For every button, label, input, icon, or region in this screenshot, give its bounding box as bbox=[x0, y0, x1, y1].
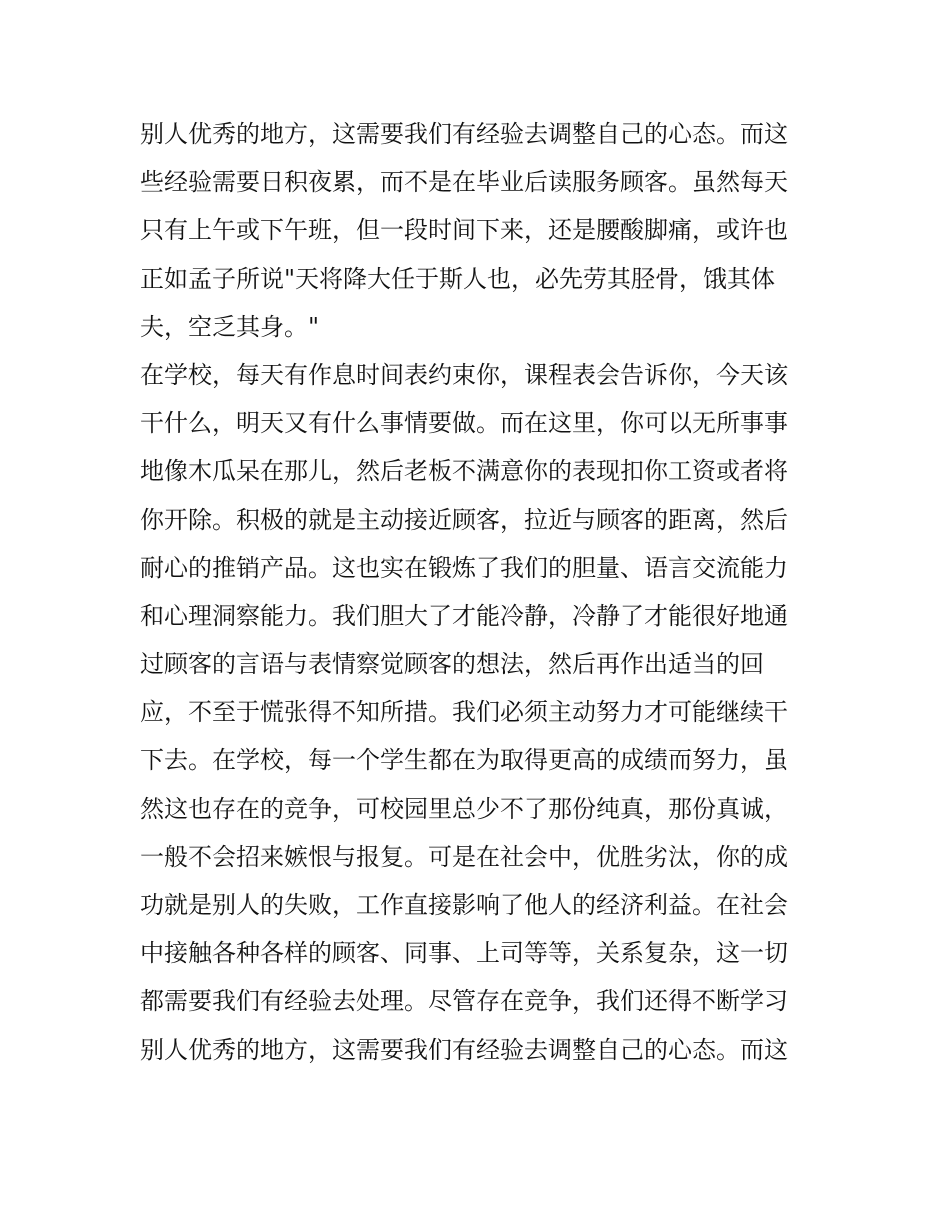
text-line: 过顾客的言语与表情察觉顾客的想法，然后再作出适当的回 bbox=[140, 650, 764, 679]
text-line: 一般不会招来嫉恨与报复。可是在社会中，优胜劣汰，你的成 bbox=[140, 842, 788, 871]
text-line: 应，不至于慌张得不知所措。我们必须主动努力才可能继续干 bbox=[140, 698, 788, 727]
text-line: 别人优秀的地方，这需要我们有经验去调整自己的心态。而这 bbox=[140, 1035, 788, 1064]
body-text bbox=[140, 110, 820, 1074]
text-line: 干什么，明天又有什么事情要做。而在这里，你可以无所事事 bbox=[140, 409, 788, 438]
text-line: 功就是别人的失败，工作直接影响了他人的经济利益。在社会 bbox=[140, 891, 788, 919]
text-line: 然这也存在的竞争，可校园里总少不了那份纯真，那份真诚， bbox=[140, 794, 788, 823]
text-line: 地像木瓜呆在那儿，然后老板不满意你的表现扣你工资或者将 bbox=[140, 457, 788, 486]
text-line: 些经验需要日积夜累，而不是在毕业后读服务顾客。虽然每天 bbox=[140, 168, 788, 197]
text-line: 正如孟子所说"天将降大任于斯人也，必先劳其胫骨，饿其体 bbox=[140, 264, 776, 293]
text-line: 都需要我们有经验去处理。尽管存在竞争，我们还得不断学习 bbox=[140, 987, 788, 1016]
text-line: 夫，空乏其身。" bbox=[140, 312, 320, 341]
text-line: 和心理洞察能力。我们胆大了才能冷静，冷静了才能很好地通 bbox=[140, 601, 788, 630]
text-line: 你开除。积极的就是主动接近顾客，拉近与顾客的距离，然后 bbox=[140, 505, 788, 534]
text-line: 只有上午或下午班，但一段时间下来，还是腰酸脚痛，或许也 bbox=[140, 216, 788, 245]
text-line: 耐心的推销产品。这也实在锻炼了我们的胆量、语言交流能力 bbox=[140, 553, 788, 582]
text-line: 别人优秀的地方，这需要我们有经验去调整自己的心态。而这 bbox=[140, 120, 788, 148]
text-line: 中接触各种各样的顾客、同事、上司等等，关系复杂，这一切 bbox=[140, 939, 788, 968]
text-line: 下去。在学校，每一个学生都在为取得更高的成绩而努力，虽 bbox=[140, 746, 788, 775]
text-line: 在学校，每天有作息时间表约束你，课程表会告诉你，今天该 bbox=[140, 360, 788, 389]
